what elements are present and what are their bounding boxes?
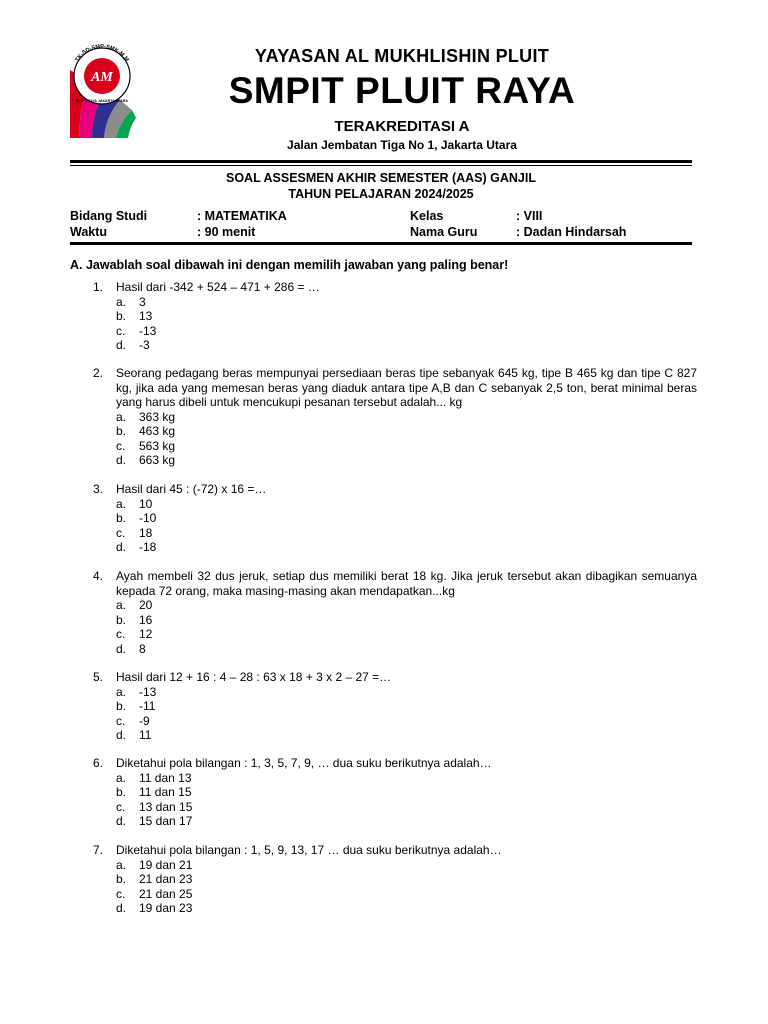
- question-number: 5.: [93, 670, 104, 684]
- answer-option[interactable]: d. 663 kg: [116, 453, 176, 467]
- school-address: Jalan Jembatan Tiga No 1, Jakarta Utara: [287, 138, 517, 152]
- question-number: 7.: [93, 843, 104, 857]
- question-number: 3.: [93, 482, 104, 496]
- time-value: : 90 menit: [197, 225, 256, 239]
- section-instruction: A. Jawablah soal dibawah ini dengan memilih jawaban yang paling benar!: [70, 258, 509, 272]
- answer-option[interactable]: d. 15 dan 17: [116, 814, 193, 828]
- answer-options: [93, 771, 697, 829]
- question-text: Diketahui pola bilangan : 1, 3, 5, 7, 9, … dua suku berikutnya adalah…: [116, 756, 492, 770]
- answer-option[interactable]: a. 10: [116, 496, 153, 511]
- answer-options: [93, 497, 697, 555]
- answer-option[interactable]: d. -3: [116, 338, 150, 352]
- answer-option[interactable]: d. 11: [116, 728, 152, 742]
- answer-option[interactable]: c. 18: [116, 525, 153, 540]
- question-1: [93, 280, 697, 353]
- class-label: Kelas: [410, 209, 444, 223]
- exam-title: SOAL ASSESMEN AKHIR SEMESTER (AAS) GANJIL: [226, 171, 536, 185]
- answer-option[interactable]: d. 8: [116, 641, 146, 656]
- answer-options: [93, 598, 697, 656]
- answer-options: [93, 858, 697, 916]
- answer-option[interactable]: b. 463 kg: [116, 424, 176, 438]
- exam-year: TAHUN PELAJARAN 2024/2025: [288, 187, 474, 201]
- answer-option[interactable]: b. -10: [116, 511, 157, 525]
- question-text: Seorang pedagang beras mempunyai persediaan beras tipe sebanyak 645 kg, tipe B 465 kg dan tipe C 827 kg, jika ada yang memesan beras yang diaduk antara tipe A,B dan C sebanyak 2,5 ton, berat minimal beras yang harus dibeli untuk mencukupi pesanan tersebut adalah... kg: [116, 366, 697, 409]
- class-value: : VIII: [516, 209, 543, 223]
- question-number: 6.: [93, 756, 104, 770]
- question-4: [93, 569, 697, 656]
- answer-option[interactable]: c. -13: [116, 323, 157, 338]
- answer-option[interactable]: a. 19 dan 21: [116, 857, 193, 872]
- answer-option[interactable]: c. 563 kg: [116, 438, 176, 453]
- answer-option[interactable]: a. 3: [116, 294, 146, 309]
- answer-option[interactable]: b. 11 dan 15: [116, 785, 192, 799]
- subject-value: : MATEMATIKA: [197, 209, 287, 223]
- svg-text:AM: AM: [91, 70, 113, 85]
- answer-option[interactable]: c. -9: [116, 713, 150, 728]
- logo-ring-text-bottom: PLUIT RAYA JAKARTA UTARA: [76, 99, 128, 103]
- question-number: 1.: [93, 280, 104, 294]
- answer-options: [93, 685, 697, 743]
- question-2: [93, 366, 697, 468]
- answer-option[interactable]: a. 20: [116, 598, 153, 612]
- answer-option[interactable]: c. 21 dan 25: [116, 886, 193, 901]
- question-6: [93, 756, 697, 829]
- answer-options: [93, 295, 697, 353]
- answer-option[interactable]: c. 13 dan 15: [116, 799, 193, 814]
- answer-option[interactable]: a. 363 kg: [116, 409, 176, 424]
- question-5: [93, 670, 697, 743]
- subject-label: Bidang Studi: [70, 209, 148, 223]
- header-divider-thin: [70, 165, 692, 166]
- question-text: Hasil dari -342 + 524 – 471 + 286 = …: [116, 280, 320, 294]
- answer-option[interactable]: b. 21 dan 23: [116, 872, 193, 886]
- question-3: [93, 482, 697, 555]
- teacher-label: Nama Guru: [410, 225, 478, 239]
- answer-option[interactable]: b. 16: [116, 612, 153, 627]
- logo-ring-text: TK-SD-SMP-SMK-M.M: [74, 43, 130, 63]
- question-text: Hasil dari 45 : (-72) x 16 =…: [116, 482, 267, 496]
- answer-option[interactable]: d. 19 dan 23: [116, 901, 193, 915]
- answer-options: [93, 410, 697, 468]
- info-divider: [70, 242, 692, 245]
- answer-option[interactable]: a. -13: [116, 684, 157, 699]
- teacher-value: : Dadan Hindarsah: [516, 225, 627, 239]
- accreditation: TERAKREDITASI A: [334, 118, 470, 135]
- time-label: Waktu: [70, 225, 108, 239]
- question-text: Ayah membeli 32 dus jeruk, setiap dus memiliki berat 18 kg. Jika jeruk tersebut akan dibagikan semuanya kepada 72 orang, maka masing-masing akan mendapatkan...kg: [116, 569, 697, 598]
- answer-option[interactable]: b. -11: [116, 699, 156, 713]
- question-number: 4.: [93, 569, 104, 583]
- question-text: Hasil dari 12 + 16 : 4 – 28 : 63 x 18 + 3 x 2 – 27 =…: [116, 670, 392, 684]
- question-text: Diketahui pola bilangan : 1, 5, 9, 13, 17 … dua suku berikutnya adalah…: [116, 843, 502, 857]
- question-number: 2.: [93, 366, 104, 380]
- foundation-name: YAYASAN AL MUKHLISHIN PLUIT: [254, 46, 550, 66]
- answer-option[interactable]: b. 13: [116, 309, 153, 323]
- header-divider: [70, 160, 692, 163]
- question-7: [93, 843, 697, 916]
- answer-option[interactable]: a. 11 dan 13: [116, 770, 192, 785]
- school-name: SMPIT PLUIT RAYA: [228, 70, 576, 111]
- school-logo: [66, 40, 138, 144]
- answer-option[interactable]: d. -18: [116, 540, 157, 554]
- answer-option[interactable]: c. 12: [116, 627, 153, 641]
